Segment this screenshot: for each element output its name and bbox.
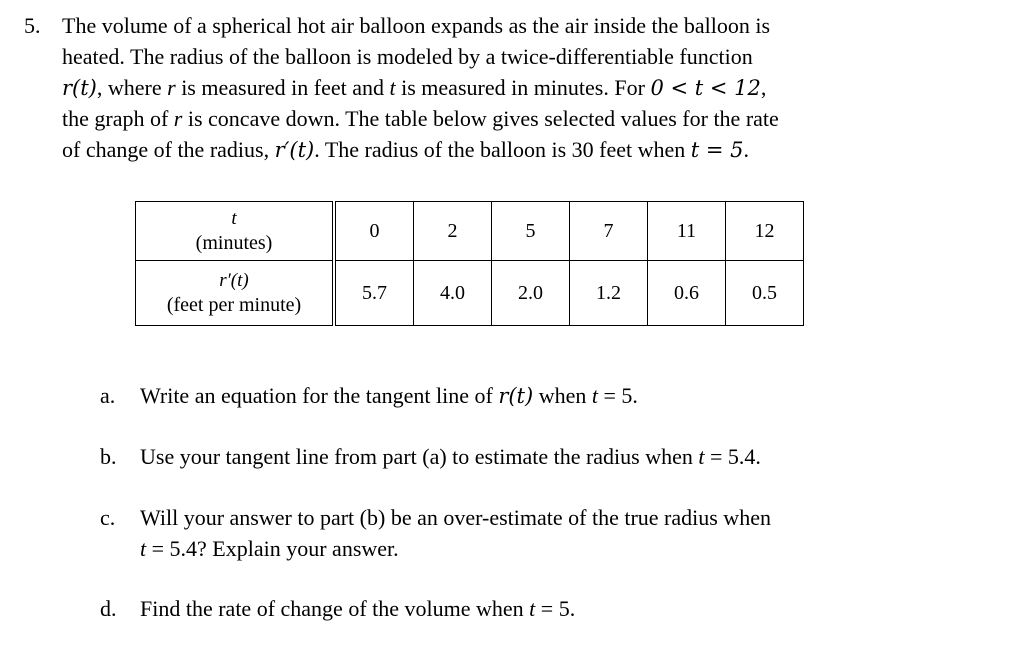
table-cell: 7 (570, 202, 648, 261)
rate-table (135, 201, 804, 326)
math-r-prime: r′(t) (274, 138, 315, 162)
problem-line-4: the graph of r is concave down. The table below gives selected values for the rate (62, 106, 779, 131)
problem-line-5: of change of the radius, r′(t). The radius of the balloon is 30 feet when t = 5. (62, 137, 750, 162)
problem-line-2: heated. The radius of the balloon is modeled by a twice-differentiable function (62, 44, 753, 69)
table-cell: 0 (334, 202, 414, 261)
part-c (0, 502, 1000, 564)
table-row-t (136, 202, 804, 261)
math-inequality: 0 < t < 12 (650, 76, 761, 100)
part-text: Find the rate of change of the volume when t = 5. (140, 596, 576, 621)
table-cell: 0.5 (726, 261, 804, 326)
part-text: Write an equation for the tangent line of r(t) when t = 5. (140, 383, 638, 408)
math-condition: t = 5 (690, 138, 744, 162)
table-cell: 12 (726, 202, 804, 261)
table-cell: 5.7 (334, 261, 414, 326)
part-label: a. (100, 383, 116, 408)
table-cell: 2.0 (492, 261, 570, 326)
table-cell: 1.2 (570, 261, 648, 326)
table-cell: 5 (492, 202, 570, 261)
problem-line-1: The volume of a spherical hot air balloon expands as the air inside the balloon is (62, 13, 771, 38)
part-text: Use your tangent line from part (a) to estimate the radius when t = 5.4. (140, 444, 761, 469)
part-text: Will your answer to part (b) be an over-estimate of the true radius when t = 5.4? Explain your answer. (140, 505, 771, 561)
table-header-rprime: r′(t) (feet per minute) (136, 261, 335, 326)
problem-number: 5. (24, 13, 41, 38)
part-label: c. (100, 505, 116, 530)
part-label: d. (100, 596, 117, 621)
table-cell: 2 (414, 202, 492, 261)
table-cell: 0.6 (648, 261, 726, 326)
table-cell: 11 (648, 202, 726, 261)
math-r-of-t: r(t) (62, 76, 97, 100)
part-label: b. (100, 444, 117, 469)
problem-line-3: r(t), where r is measured in feet and t is measured in minutes. For 0 < t < 12, (62, 75, 767, 100)
table-header-t: t (minutes) (136, 202, 335, 261)
table-row-rprime (136, 261, 804, 326)
table-cell: 4.0 (414, 261, 492, 326)
